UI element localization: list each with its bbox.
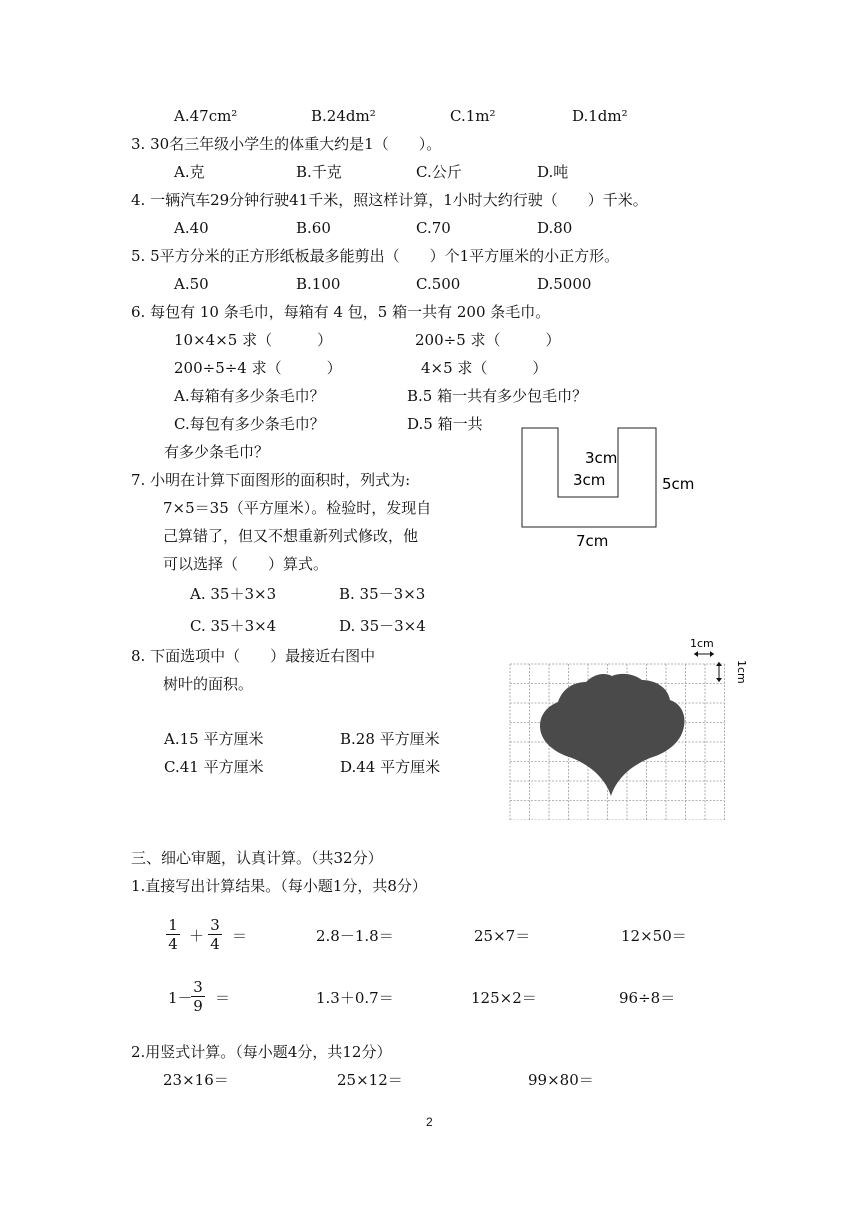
- q6-option-b: B.5 箱一共有多少包毛巾？: [407, 387, 588, 405]
- q7-line-2: 7×5＝35（平方厘米）。检验时，发现自: [163, 499, 432, 517]
- q5-option-b: B.100: [296, 275, 341, 293]
- q6-stem: 6. 每包有 10 条毛巾，每箱有 4 包，5 箱一共有 200 条毛巾。: [131, 303, 551, 321]
- calc-item: 1.3＋0.7＝: [316, 989, 394, 1007]
- fraction-1-4: [166, 916, 180, 953]
- q7-option-c: C. 35＋3×4: [190, 617, 277, 635]
- section3-sub2: 2.用竖式计算。（每小题4分，共12分）: [131, 1043, 392, 1061]
- arrow-h-head-left: [694, 651, 698, 657]
- fraction-3-4: [208, 916, 222, 953]
- q5-option-d: D.5000: [537, 275, 592, 293]
- q8-option-a: A.15 平方厘米: [164, 730, 264, 748]
- q2-option-d: D.1dm²: [572, 107, 628, 125]
- q5-stem: 5. 5平方分米的正方形纸板最多能剪出（ ）个1平方厘米的小正方形。: [131, 247, 620, 265]
- fraction-numerator: 1: [168, 916, 178, 934]
- q6-option-a: A.每箱有多少条毛巾？: [174, 387, 325, 405]
- page-number: 2: [426, 1115, 433, 1129]
- q3-option-c: C.公斤: [416, 163, 462, 181]
- calc-item: 25×7＝: [474, 927, 531, 945]
- q7-line-1: 7. 小明在计算下面图形的面积时，列式为:: [131, 471, 411, 489]
- inner-height-label: 3cm: [573, 471, 606, 489]
- q3-option-a: A.克: [174, 163, 205, 181]
- section3-sub1: 1.直接写出计算结果。（每小题1分，共8分）: [131, 877, 427, 895]
- arrow-h-head-right: [710, 651, 714, 657]
- q8-option-c: C.41 平方厘米: [164, 758, 264, 776]
- equals-sign: ＝: [232, 927, 248, 945]
- q6-expr-1: 10×4×5 求（ ）: [174, 331, 333, 349]
- q6-expr-4: 4×5 求（ ）: [421, 359, 548, 377]
- q8-option-d: D.44 平方厘米: [340, 758, 441, 776]
- q3-stem: 3. 30名三年级小学生的体重大约是1（ ）。: [131, 135, 442, 153]
- calc-item: 125×2＝: [471, 989, 537, 1007]
- vertical-calc-item: 99×80＝: [528, 1071, 594, 1089]
- q4-stem: 4. 一辆汽车29分钟行驶41千米，照这样计算，1小时大约行驶（ ）千米。: [131, 191, 648, 209]
- vertical-calc-item: 25×12＝: [337, 1071, 403, 1089]
- fraction-numerator: 3: [193, 978, 203, 996]
- q7-u-shape-figure: [500, 420, 710, 560]
- equals-sign: ＝: [215, 989, 231, 1007]
- q6-expr-3: 200÷5÷4 求（ ）: [174, 359, 342, 377]
- calc-item: 2.8－1.8＝: [316, 927, 394, 945]
- q8-leaf-grid-figure: [500, 630, 750, 820]
- one-minus: 1－: [168, 989, 193, 1007]
- vertical-calc-item: 23×16＝: [163, 1071, 229, 1089]
- arrow-v-head-bottom: [716, 678, 722, 682]
- q6-option-c: C.每包有多少条毛巾？: [174, 415, 325, 433]
- q2-option-b: B.24dm²: [311, 107, 376, 125]
- q6-option-d-cont: 有多少条毛巾？: [164, 443, 270, 461]
- fraction-denominator: 4: [168, 935, 178, 953]
- q2-option-a: A.47cm²: [174, 107, 238, 125]
- width-label: 7cm: [576, 532, 609, 550]
- q5-option-c: C.500: [416, 275, 461, 293]
- grid-label-vertical: 1cm: [735, 660, 748, 684]
- q4-option-c: C.70: [416, 219, 451, 237]
- q8-option-b: B.28 平方厘米: [340, 730, 440, 748]
- calc-item: 12×50＝: [621, 927, 687, 945]
- fraction-denominator: 4: [210, 935, 220, 953]
- inner-width-label: 3cm: [585, 449, 618, 467]
- q5-option-a: A.50: [174, 275, 209, 293]
- q7-line-4: 可以选择（ ）算式。: [163, 555, 329, 573]
- fraction-numerator: 3: [210, 916, 220, 934]
- fraction-3-9: [191, 978, 205, 1015]
- q7-line-3: 己算错了，但又不想重新列式修改，他: [163, 527, 419, 545]
- leaf-shape: [540, 674, 684, 796]
- grid-label-horizontal: 1cm: [690, 637, 714, 650]
- section3-title: 三、细心审题，认真计算。（共32分）: [131, 849, 383, 867]
- height-label: 5cm: [662, 475, 695, 493]
- fraction-denominator: 9: [193, 997, 203, 1015]
- plus-sign: ＋: [189, 927, 205, 945]
- q4-option-d: D.80: [537, 219, 573, 237]
- q7-option-b: B. 35－3×3: [339, 585, 426, 603]
- q8-line-1: 8. 下面选项中（ ）最接近右图中: [131, 647, 376, 665]
- q7-option-d: D. 35－3×4: [339, 617, 426, 635]
- q8-line-2: 树叶的面积。: [163, 675, 254, 693]
- q3-option-d: D.吨: [537, 163, 569, 181]
- q6-expr-2: 200÷5 求（ ）: [415, 331, 561, 349]
- q3-option-b: B.千克: [296, 163, 342, 181]
- q2-option-c: C.1m²: [450, 107, 496, 125]
- q7-option-a: A. 35＋3×3: [190, 585, 277, 603]
- q4-option-a: A.40: [174, 219, 209, 237]
- q6-option-d: D.5 箱一共: [407, 415, 483, 433]
- calc-item: 96÷8＝: [619, 989, 676, 1007]
- q4-option-b: B.60: [296, 219, 331, 237]
